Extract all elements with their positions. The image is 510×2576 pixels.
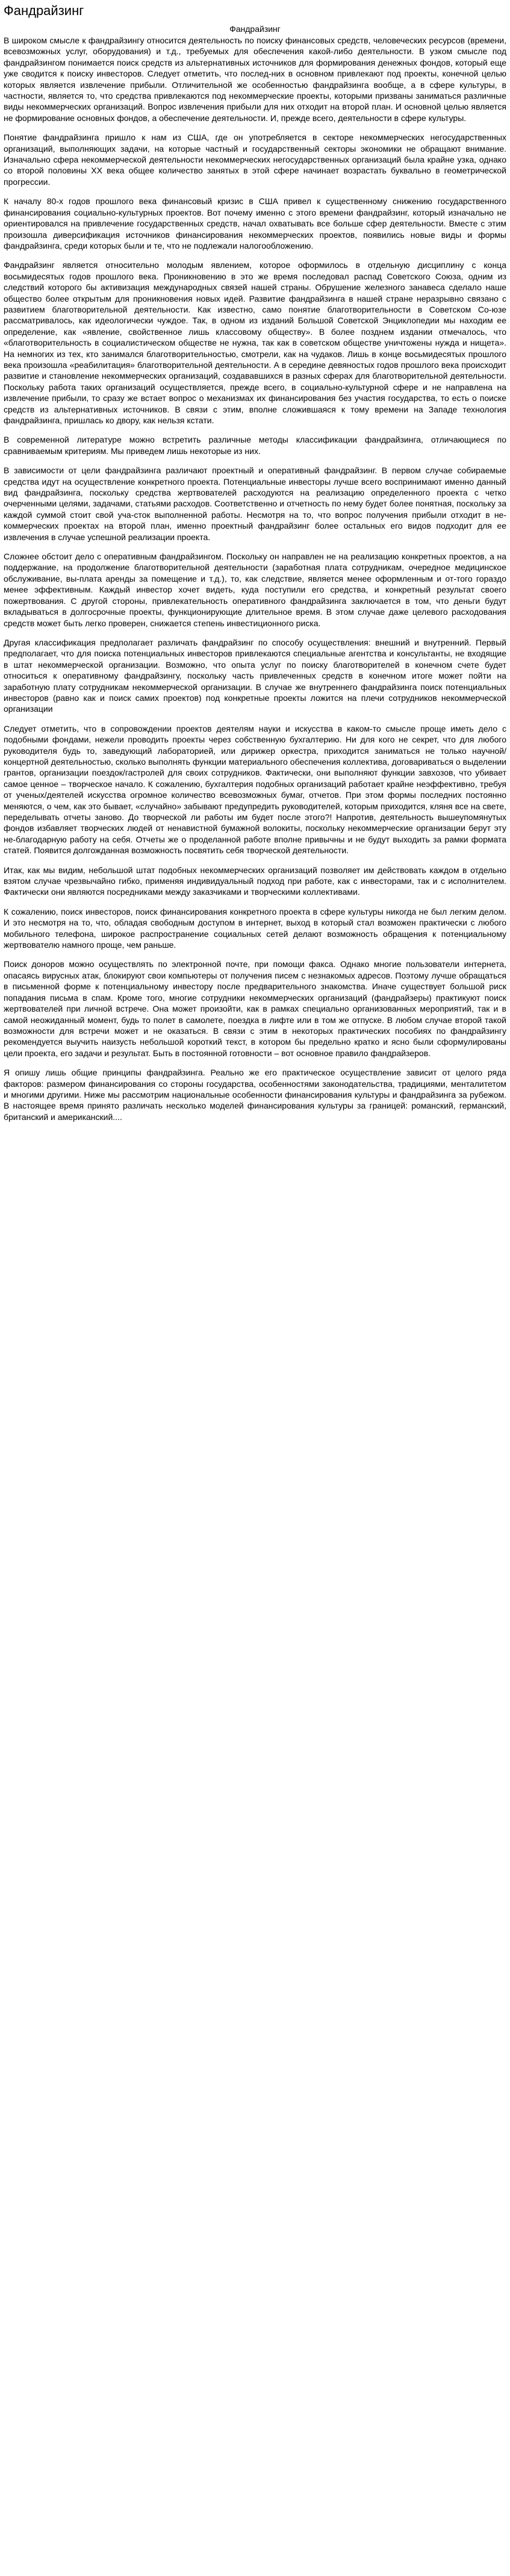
paragraph-5: В современной литературе можно встретить различные методы классификации фандрайзинга, отличающиеся по сравниваемым критериям. Мы приведем лишь некоторые из них. [4,435,506,456]
document-page [0,0,510,1122]
document-subtitle: Фандрайзинг [229,24,281,34]
paragraph-12: Поиск доноров можно осуществлять по электронной почте, при помощи факса. Однако многие пользователи интернета, опасаясь вирусных атак, блокируют свои компьютеры от получения писем с незнакомых адресов. Поэтому лучше обращаться в письменной форме к потенциальному инвестору после предварительного знакомства. Иначе существует большой риск попадания письма в спам. Кроме того, многие сотрудники некоммерческих организаций (фандрайзеры) практикуют поиск жертвователей при личной встрече. Она может произойти, как в рамках специально организованных мероприятий, так и в самой неожиданный момент, будь то полет в самолете, поездка в лифте или в том же отпуске. В любом случае второй такой возможности для встречи может и не оказаться. В связи с этим в некоторых практических пособиях по фандрайзингу рекомендуется выучить наизусть небольшой короткий текст, в котором бы предельно кратко и ясно были сформулированы цели проекта, его задачи и результат. Быть в постоянной готовности – вот основное правило фандрайзеров. [4,959,506,1058]
paragraph-9: Следует отметить, что в сопровождении проектов деятелям науки и искусства в каком-то смысле проще иметь дело с подобными фондами, нежели проводить проекты через собственную бухгалтерию. Ни для кого не секрет, что для любого руководителя будь то, заведующий лабораторией, или дирижер оркестра, приходится заниматься не только научной/концертной деятельностью, сколько выполнять функции материального обеспечения коллектива, договариваться о выделении грантов, организации поездок/гастролей для своих сотрудников. Фактически, они выполняют функции завхозов, что убивает самое ценное – творческое начало. К сожалению, бухгалтерия подобных организаций работает крайне неэффективно, требуя от ученых/деятелей искусства огромное количество всевозможных бумаг, отчетов. При этом формы последних постоянно меняются, о чем, как это бывает, «случайно» забывают предупредить руководителей, которым приходится, кляня все на свете, переделывать отчеты заново. До творческой ли работы им будет после этого?! Напротив, деятельность вышеупомянутых фондов избавляет творческих людей от ненавистной бумажной волокиты, поскольку некоммерческие организации берут эту не-благодарную работу на себя. Отчеты же о проделанной работе вполне привычны и не будут выходить за рамки формата статей. Появится долгожданная возможность посвятить себя творческой деятельности. [4,723,506,856]
paragraph-7: Сложнее обстоит дело с оперативным фандрайзингом. Поскольку он направлен не на реализацию конкретных проектов, а на поддержание, на продолжение благотворительной деятельности (заработная плата сотрудникам, очередное медицинское обслуживание, вы-плата аренды за помещение и т.д.), то, как следствие, является менее оформленным и от-того гораздо менее эффективным. Каждый инвестор хочет видеть, куда поступили его средства, и конкретный результат своего пожертвования. С другой стороны, привлекательность оперативного фандрайзинга заключается в том, что деньги будут вкладываться в долгосрочные проекты, функционирующие длительное время. В этом случае даже целевого расходования средств может быть легко проверен, снижается степень инвестиционного риска. [4,552,506,628]
document-body [4,35,506,1122]
paragraph-10: Итак, как мы видим, небольшой штат подобных некоммерческих организаций позволяет им действовать каждом в отдельно взятом случае чрезвычайно гибко, применяя индивидуальный подход при работе, как с инвесторами, так и с исполнителем. Фактически они являются посредниками между заказчиками и творческими коллективами. [4,865,506,897]
paragraph-3: К началу 80-х годов прошлого века финансовый кризис в США привел к существенному снижению государственного финансирования социально-культурных проектов. Вот почему именно с этого времени фандрайзинг, который изначально не ориентировался на привлечение государственных средств, начал охватывать все больше сфер деятельности. Вместе с этим произошла диверсификация источников финансирования некоммерческих проектов, появились новые виды и формы фандрайзинга, среди которых были и те, что не подлежали налогообложению. [4,196,506,250]
paragraph-11: К сожалению, поиск инвесторов, поиск финансирования конкретного проекта в сфере культуры никогда не был легким делом. И это несмотря на то, что, обладая свободным доступом в интернет, выход в который стал возможен практически с любого мобильного телефона, широкое распространение социальных сетей делают возможность обращения к потенциальному жертвователю намного проще, чем раньше. [4,906,506,950]
paragraph-4: Фандрайзинг является относительно молодым явлением, которое оформилось в отдельную дисциплину с конца восьмидесятых годов прошлого века. Проникновению в это же время последовал распад Советского Союза, одним из следствий которого бы активизация международных связей нашей страны. Обрушение железного занавеса сделало наше общество более открытым для проникновения новых идей. Развитие фандрайзинга в нашей стране неразрывно связано с развитием благотворительной деятельности. Как известно, само понятие благотворительности в Советском Со-юзе рассматривалось, как идеологически чуждое. Так, в одном из изданий Большой Советской Энциклопедии мы находим ее определение, как «явление, свойственное лишь классовому обществу». В более позднем издании отмечалось, что «благотворительность в социалистическом обществе не нужна, так как в советском обществе уничтожены нужда и нищета». На немногих из тех, кто занимался благотворительностью, смотрели, как на чудаков. Лишь в конце восьмидесятых прошлого века произошла «реабилитация» благотворительной деятельности. А в середине девяностых годов прошлого века происходит развитие и становление некоммерческих организаций, создававшихся в разных сферах для благотворительной деятельности. Поскольку работа таких организаций осуществляется, прежде всего, в социально-культурной сфере и не направлена на извлечение прибыли, то сразу же встает вопрос о механизмах их финансирования без участия государства, то есть о поиске средств из альтернативных источников. В связи с этим, вполне сложившаяся к тому времени на Западе технология фандрайзинга, пришлась ко двору, как нельзя кстати. [4,260,506,425]
paragraph-6: В зависимости от цели фандрайзинга различают проектный и оперативный фандрайзинг. В первом случае собираемые средства идут на осуществление конкретного проекта. Потенциальные инвесторы лучше всего воспринимают именно данный вид фандрайзинга, поскольку средства жертвователей расходуются на реализацию определенного проекта с четко очерченными целями, задачами, статьями расходов. Соответственно и отчетность по нему будет более понятная, поскольку за каждой суммой стоит свой уча-сток выполненной работы. Несмотря на то, что вопрос получения прибыли отходит в не-коммерческих проектах на второй план, именно проектный фандрайзинг более остальных его видов подходит для ее извлечения в случае успешной реализации проекта. [4,465,506,542]
paragraph-2: Понятие фандрайзинга пришло к нам из США, где он употребляется в секторе некоммерческих негосударственных организаций, выполняющих задачи, на которые частный и государственный секторы экономики не обращают внимание. Изначально сфера некоммерческой деятельности некоммерческих негосударственных организаций была крайне узка, однако со второй половины XX века общее количество занятых в этой сфере начинает возрастать буквально в геометрической прогрессии. [4,132,506,187]
paragraph-8: Другая классификация предполагает различать фандрайзинг по способу осуществления: внешний и внутренний. Первый предполагает, что для поиска потенциальных инвесторов привлекаются специальные агентства и консультанты, не входящие в штат некоммерческой организации. Возможно, что опыта услуг по поиску благотворителей в конечном счете будет относиться к оперативному фандрайзингу, поскольку часть привлеченных средств в конечном итоге может пойти на заработную плату сотрудникам некоммерческой организации. В случае же внутреннего фандрайзинга поиск потенциальных инвесторов (равно как и поиск самих проектов) под конкретные проекты ложится на плечи сотрудников некоммерческой организации [4,637,506,714]
paragraph-13: Я опишу лишь общие принципы фандрайзинга. Реально же его практическое осуществление зависит от целого ряда факторов: размером финансирования со стороны государства, особенностями законодательства, традициями, менталитетом и многими другими. Ниже мы рассмотрим национальные особенности финансирования культуры и фандрайзинга за рубежом. В настоящее время принято различать несколько моделей финансирования культуры за границей: романский, германский, британский и американский.... [4,1068,506,1122]
paragraph-1: В широком смысле к фандрайзингу относится деятельность по поиску финансовых средств, человеческих ресурсов (времени, всевозможных услуг, оборудования) и т.д., требуемых для обеспечения какой-либо деятельности. В узком смысле под фандрайзингом понимается поиск средств из альтернативных источников для формирования денежных фондов, который еще уже сводится к поиску инвесторов. Следует отметить, что послед-них в основном привлекают под проекты, конечной целью которых является извлечение прибыли. Отличительной же особенностью фандрайзинга вообще, а в сфере культуры, в частности, является то, что средства привлекаются под некоммерческие проекты, которыми призваны заниматься различные виды некоммерческих организаций. Вопрос извлечения прибыли для них отходит на второй план. И основной целью является не формирование основных фондов, а обеспечение деятельности. И, прежде всего, деятельности в сфере культуры. [4,36,506,123]
page-title: Фандрайзинг [4,3,84,18]
